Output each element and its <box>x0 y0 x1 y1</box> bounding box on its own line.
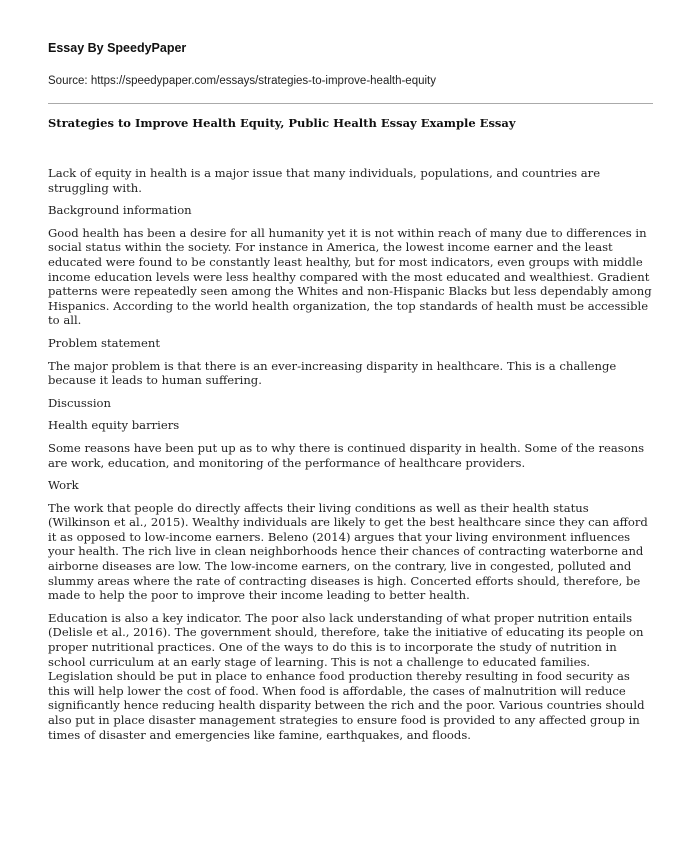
source-url[interactable]: Source: https://speedypaper.com/essays/strategies-to-improve-health-equity <box>48 75 436 87</box>
paragraph-background: Good health has been a desire for all humanity yet it is not within reach of many due to differences in social status within the society. For instance in America, the lowest income earner and the least educated were found to be constantly least healthy, but for most indicators, even groups with middle income education levels were less healthy compared with the most educated and wealthiest. Gradient patterns were repeatedly seen among the Whites and non-Hispanic Blacks but less dependably among Hispanics. According to the world health organization, the top standards of health must be accessible to all. <box>48 225 652 328</box>
paragraph-barriers: Some reasons have been put up as to why there is continued disparity in health. Some of the reasons are work, education, and monitoring of the performance of healthcare providers. <box>48 440 645 470</box>
section-heading-background: Background information <box>48 203 192 218</box>
paragraph-education: Education is also a key indicator. The poor also lack understanding of what proper nutrition entails (Delisle et al., 2016). The government should, therefore, take the initiative of educating its people on proper nutritional practices. One of the ways to do this is to incorporate the study of nutrition in school curriculum at an early stage of learning. This is not a challenge to educated families. Legislation should be put in place to enhance food production thereby resulting in food security as this will help lower the cost of food. When food is affordable, the cases of malnutrition will reduce significantly hence reducing health disparity between the rich and the poor. Various countries should also put in place disaster management strategies to ensure food is provided to any affected group in times of disaster and emergencies like famine, earthquakes, and floods. <box>48 610 645 742</box>
publisher-title: Essay By SpeedyPaper <box>48 41 187 55</box>
section-heading-problem: Problem statement <box>48 335 161 350</box>
essay-body <box>48 166 653 742</box>
header-divider <box>48 103 653 104</box>
paragraph-intro: Lack of equity in health is a major issue that many individuals, populations, and countries are struggling with. <box>48 166 601 195</box>
paragraph-problem: The major problem is that there is an ever-increasing disparity in healthcare. This is a challenge because it leads to human suffering. <box>48 358 617 388</box>
paragraph-work: The work that people do directly affects their living conditions as well as their health status (Wilkinson et al., 2015). Wealthy individuals are likely to get the best healthcare since they can afford it as opposed to low-income earners. Beleno (2014) argues that your living environment influences your health. The rich live in clean neighborhoods hence their chances of contracting waterborne and airborne diseases are low. The low-income earners, on the contrary, live in congested, polluted and slummy areas where the rate of contracting diseases is high. Concerted efforts should, therefore, be made to help the poor to improve their income leading to better health. <box>48 500 648 603</box>
section-heading-work: Work <box>48 478 79 493</box>
section-heading-barriers: Health equity barriers <box>48 418 180 433</box>
section-heading-discussion: Discussion <box>48 395 111 410</box>
essay-title: Strategies to Improve Health Equity, Public Health Essay Example Essay <box>48 116 516 130</box>
